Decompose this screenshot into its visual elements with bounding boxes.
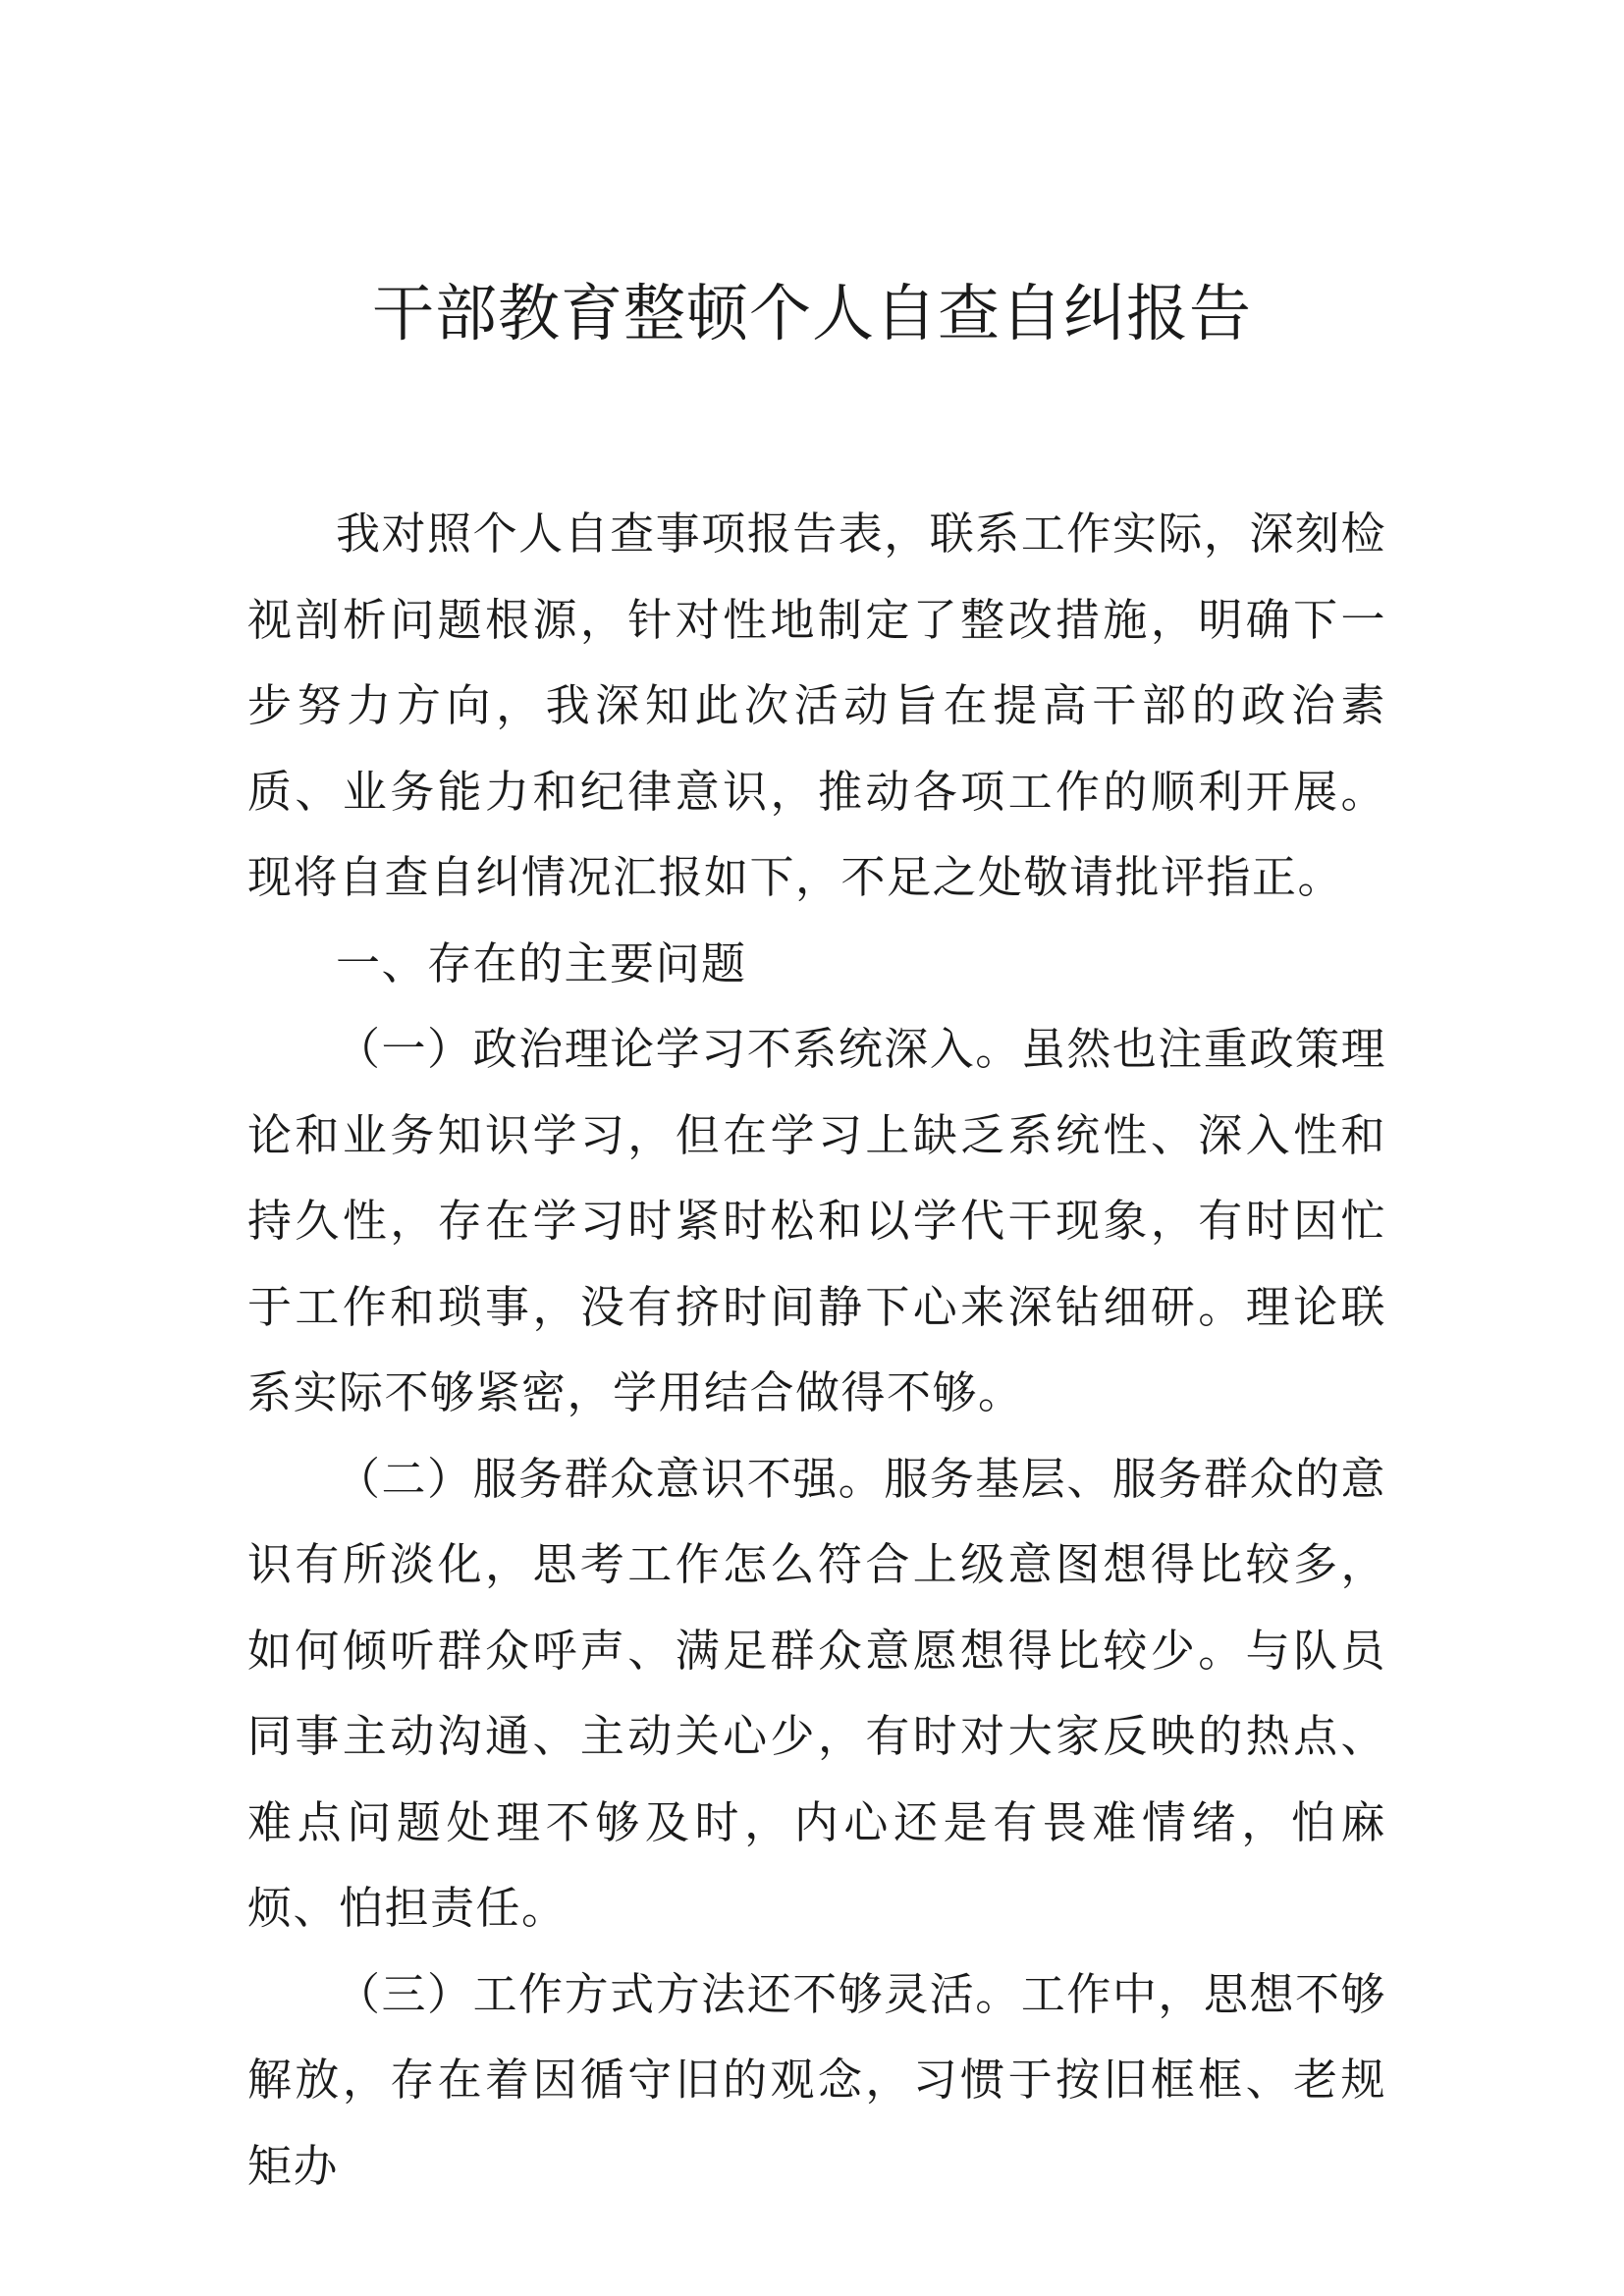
- paragraph-problem-3: （三）工作方式方法还不够灵活。工作中，思想不够解放，存在着因循守旧的观念，习惯于按旧框框、老规矩办: [247, 1967, 1386, 2192]
- document-title: 干部教育整顿个人自查自纠报告: [372, 278, 1252, 349]
- paragraph-intro: 我对照个人自查事项报告表，联系工作实际，深刻检视剖析问题根源，针对性地制定了整改措施，明确下一步努力方向，我深知此次活动旨在提高干部的政治素质、业务能力和纪律意识，推动各项工作的顺利开展。现将自查自纠情况汇报如下，不足之处敬请批评指正。: [247, 507, 1386, 903]
- paragraph-problem-2: （二）服务群众意识不强。服务基层、服务群众的意识有所淡化，思考工作怎么符合上级意图想得比较多，如何倾听群众呼声、满足群众意愿想得比较少。与队员同事主动沟通、主动关心少，有时对大家反映的热点、难点问题处理不够及时，内心还是有畏难情绪，怕麻烦、怕担责任。: [247, 1452, 1386, 1934]
- document-body: [247, 491, 1386, 2209]
- paragraph-problem-1: （一）政治理论学习不系统深入。虽然也注重政策理论和业务知识学习，但在学习上缺乏系统性、深入性和持久性，存在学习时紧时松和以学代干现象，有时因忙于工作和琐事，没有挤时间静下心来深钻细研。理论联系实际不够紧密，学用结合做得不够。: [247, 1023, 1386, 1418]
- section-heading-main-problems: 一、存在的主要问题: [336, 936, 747, 989]
